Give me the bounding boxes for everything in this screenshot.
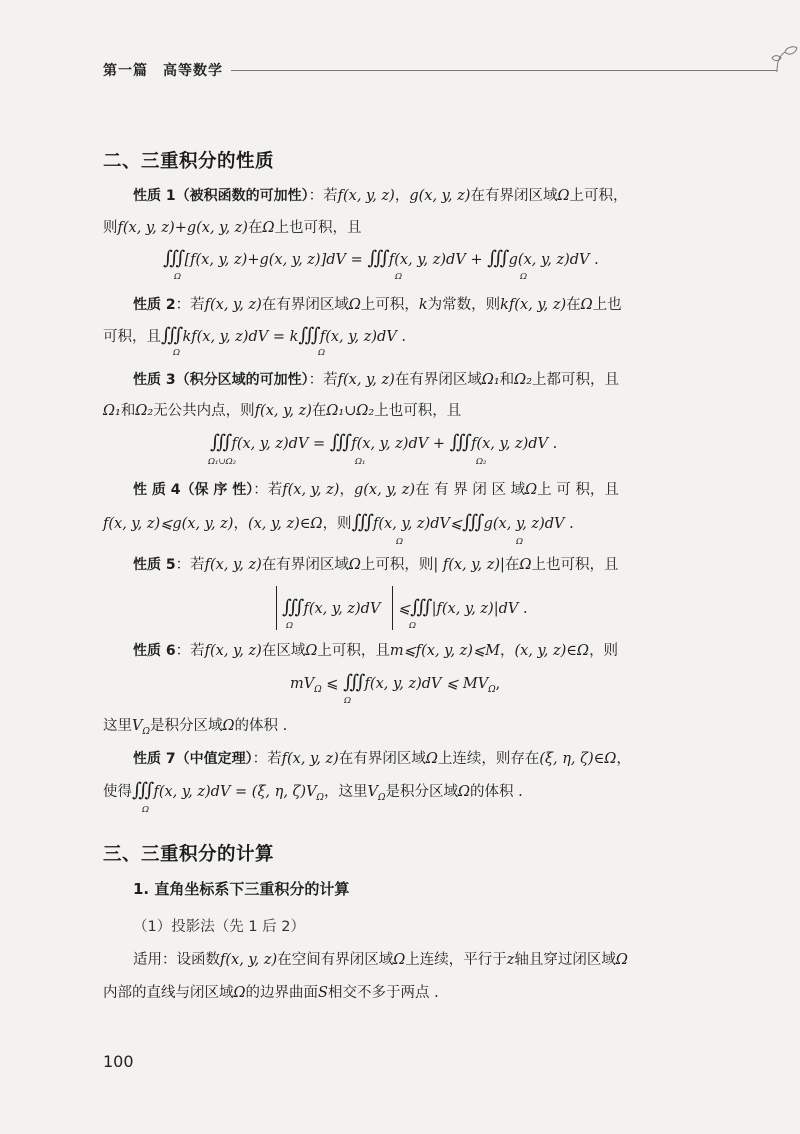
math-union: Ω₁∪Ω₂ — [326, 403, 375, 419]
math-sum: f(x, y, z)+g(x, y, z) — [117, 220, 248, 236]
subscript: Ω — [314, 684, 322, 695]
text: ， — [394, 188, 410, 204]
text: 上可积，且 — [317, 643, 390, 659]
text: 上 可 积，且 — [537, 482, 619, 498]
prop2-line2 — [103, 325, 406, 347]
math-omega: Ω — [519, 557, 532, 573]
text: 在有界闭区域 — [470, 188, 558, 204]
integral-subscript: Ω — [395, 272, 403, 282]
math-omega: Ω — [557, 188, 570, 204]
leaf-sprout-icon — [771, 44, 800, 74]
text: 在有界闭区域 — [261, 557, 349, 573]
math-omega: Ω — [233, 985, 246, 1001]
triple-integral-sign: ∭ — [163, 247, 181, 269]
formula-right: f(x, y, z)dV . — [471, 436, 558, 452]
text: 上也可积，且 — [274, 220, 362, 236]
prop3-line1 — [133, 370, 619, 390]
prop7-line2 — [103, 780, 523, 808]
text: ：若 — [308, 188, 338, 204]
integral-subscript: Ω — [174, 272, 182, 282]
triple-integral-sign: ∭ — [410, 596, 428, 618]
text: ，则 — [589, 643, 619, 659]
leq-sign: ⩽ — [398, 601, 411, 617]
formula-mean: f(x, y, z)dV = (ξ, η, ζ)V — [153, 784, 317, 800]
running-header — [103, 58, 703, 82]
math-f: f(x, y, z) — [282, 482, 340, 498]
formula-left: [f(x, y, z)+g(x, y, z)]dV = — [184, 252, 363, 268]
text: 在 — [311, 403, 327, 419]
integral-subscript: Ω₁∪Ω₂ — [208, 457, 237, 467]
math-ineq: f(x, y, z)⩽g(x, y, z) — [103, 516, 234, 532]
apply-line2 — [103, 983, 439, 1003]
integral-subscript: Ω — [344, 696, 352, 706]
prop2-label: 性质 2 — [133, 297, 176, 313]
integral-subscript: Ω — [173, 348, 181, 358]
prop5-label: 性质 5 — [133, 557, 176, 573]
math-point: (x, y, z)∈Ω — [247, 516, 323, 532]
text: ：若 — [252, 751, 282, 767]
text: 上连续，则存在 — [437, 751, 540, 767]
math-kf: kf(x, y, z) — [500, 297, 567, 313]
formula-right: f(x, y, z)dV . — [319, 329, 407, 345]
section-title-properties: 二、三重积分的性质 — [103, 151, 275, 172]
text: 为常数，则 — [427, 297, 501, 313]
integral-subscript: Ω — [409, 621, 417, 631]
math-g: g(x, y, z) — [353, 482, 416, 498]
text: 上可积， — [569, 188, 628, 204]
math-omega2: Ω₂ — [135, 403, 154, 419]
text: ：若 — [175, 557, 205, 573]
text: 轴且穿过闭区域 — [514, 952, 616, 968]
triple-integral-sign: ∭ — [210, 431, 228, 453]
math-f: f(x, y, z) — [337, 372, 395, 388]
triple-integral-sign: ∭ — [487, 247, 505, 269]
formula-mid: f(x, y, z)dV + — [388, 252, 483, 268]
formula-left: f(x, y, z)dV = — [231, 436, 326, 452]
text: ， — [339, 482, 354, 498]
integral-subscript: Ω — [142, 805, 150, 815]
math-omega: Ω — [457, 784, 470, 800]
triple-integral-sign: ∭ — [132, 779, 150, 801]
method-projection: （1）投影法（先 1 后 2） — [133, 919, 306, 935]
math-omega: Ω — [393, 952, 406, 968]
triple-integral-sign: ∭ — [282, 596, 300, 618]
text: 的体积 . — [470, 784, 523, 800]
subsection-cartesian: 1. 直角坐标系下三重积分的计算 — [133, 880, 350, 898]
text: 内部的直线与闭区域 — [103, 985, 234, 1001]
prop6-label: 性质 6 — [133, 643, 176, 659]
prop1-line1 — [133, 186, 627, 206]
text: 上也可积，且 — [374, 403, 462, 419]
prop3-label: 性质 3（积分区域的可加性） — [133, 372, 309, 388]
text: 适用：设函数 — [133, 952, 220, 968]
integral-subscript: Ω — [396, 537, 404, 547]
text: 在空间有界闭区域 — [277, 952, 394, 968]
text: 和 — [499, 372, 515, 388]
math-v: V — [367, 784, 378, 800]
text: ，这里 — [324, 784, 368, 800]
triple-integral-sign: ∭ — [298, 324, 316, 346]
text: , — [495, 676, 501, 692]
prop6-note — [103, 716, 287, 742]
math-point: (ξ, η, ζ)∈Ω — [539, 751, 617, 767]
formula-mid: f(x, y, z)dV ⩽ MV — [364, 676, 489, 692]
text: 无公共内点，则 — [153, 403, 255, 419]
text: ：若 — [175, 297, 205, 313]
triple-integral-sign: ∭ — [343, 671, 361, 693]
prop1-formula — [163, 248, 599, 270]
math-f: f(x, y, z) — [281, 751, 339, 767]
math-z: z — [506, 952, 515, 968]
math-omega1: Ω₁ — [481, 372, 500, 388]
triple-integral-sign: ∭ — [351, 511, 370, 533]
math-omega2: Ω₂ — [514, 372, 533, 388]
text: 可积，且 — [103, 329, 161, 345]
integral-subscript: Ω — [516, 537, 524, 547]
text: 在区域 — [261, 643, 306, 659]
math-s: S — [318, 985, 328, 1001]
prop6-formula — [290, 672, 500, 700]
math-omega1: Ω₁ — [103, 403, 121, 419]
text: 上也可积，且 — [531, 557, 619, 573]
math-k: k — [418, 297, 428, 313]
prop7-label: 性质 7（中值定理） — [133, 751, 253, 767]
text: 的体积 . — [234, 718, 288, 734]
math-g: g(x, y, z) — [409, 188, 471, 204]
text: ， — [233, 516, 248, 532]
abs-bar-right — [392, 586, 393, 630]
subscript: Ω — [378, 792, 386, 803]
math-omega: Ω — [525, 482, 538, 498]
math-omega: Ω — [580, 297, 593, 313]
text: 上也 — [592, 297, 622, 313]
text: ：若 — [175, 643, 205, 659]
integral-subscript: Ω₁ — [355, 457, 366, 467]
page-number: 100 — [103, 1052, 134, 1071]
triple-integral-sign: ∭ — [367, 247, 385, 269]
prop5-formula-right — [398, 597, 528, 619]
text: 使得 — [103, 784, 132, 800]
text: 在 — [504, 557, 520, 573]
formula-right: g(x, y, z)dV . — [483, 516, 574, 532]
math-point: (x, y, z)∈Ω — [514, 643, 590, 659]
prop3-formula — [210, 432, 557, 454]
triple-integral-sign: ∭ — [329, 431, 348, 453]
formula-left: f(x, y, z)dV — [303, 601, 381, 617]
text: 在 — [247, 220, 263, 236]
math-omega: Ω — [348, 297, 361, 313]
text: 上可积， — [360, 297, 419, 313]
text: 上可积，则 — [360, 557, 434, 573]
text: ，则 — [322, 516, 352, 532]
text: 这里 — [103, 718, 132, 734]
prop6-line1 — [133, 641, 618, 661]
prop5-line1 — [133, 555, 618, 575]
text: 上连续，平行于 — [405, 952, 507, 968]
math-omega: Ω — [305, 643, 318, 659]
subscript: Ω — [316, 792, 325, 803]
math-f: f(x, y, z) — [254, 403, 312, 419]
formula-left: f(x, y, z)dV⩽ — [373, 516, 463, 532]
formula-mid: f(x, y, z)dV + — [351, 436, 445, 452]
math-f: f(x, y, z) — [337, 188, 395, 204]
math-f: f(x, y, z) — [204, 643, 262, 659]
text: 是积分区域 — [149, 718, 223, 734]
formula-left: kf(x, y, z)dV = k — [182, 329, 299, 345]
math-omega: Ω — [615, 952, 628, 968]
math-f: f(x, y, z) — [204, 297, 262, 313]
text: 是积分区域 — [385, 784, 458, 800]
prop4-label: 性 质 4（保 序 性） — [133, 482, 254, 498]
text: 和 — [120, 403, 136, 419]
math-f: f(x, y, z) — [204, 557, 262, 573]
prop7-line1 — [133, 749, 631, 769]
math-abs: | f(x, y, z)| — [433, 557, 505, 573]
math-omega: Ω — [425, 751, 438, 767]
text: 在有界闭区域 — [394, 372, 482, 388]
text: 相交不多于两点 . — [327, 985, 439, 1001]
section-title-computation: 三、三重积分的计算 — [103, 844, 275, 865]
text: ， — [616, 751, 631, 767]
integral-subscript: Ω₂ — [476, 457, 487, 467]
formula-right: g(x, y, z)dV . — [508, 252, 599, 268]
integral-subscript: Ω — [286, 621, 294, 631]
triple-integral-sign: ∭ — [161, 324, 179, 346]
text: 的边界曲面 — [245, 985, 319, 1001]
text: ， — [499, 643, 515, 659]
formula-right: |f(x, y, z)|dV . — [431, 601, 528, 617]
math-ineq: m⩽f(x, y, z)⩽M — [389, 643, 500, 659]
prop1-line2 — [103, 218, 362, 238]
running-header-text: 第一篇 高等数学 — [103, 63, 223, 79]
math-v: V — [132, 718, 143, 734]
text: 在有界闭区域 — [261, 297, 349, 313]
text: 则 — [103, 220, 118, 236]
subscript: Ω — [142, 726, 150, 737]
text: ：若 — [253, 482, 283, 498]
math-f: f(x, y, z) — [220, 952, 278, 968]
text: 在有界闭区域 — [338, 751, 426, 767]
apply-line1 — [133, 950, 628, 970]
text: 上都可积，且 — [532, 372, 620, 388]
abs-bar-left — [276, 586, 277, 630]
subscript: Ω — [488, 684, 496, 695]
integral-subscript: Ω — [318, 348, 326, 358]
text: 在 有 界 闭 区 域 — [415, 482, 526, 498]
prop5-formula-left — [282, 597, 380, 619]
prop1-label: 性质 1（被积函数的可加性） — [133, 188, 309, 204]
text: ：若 — [308, 372, 338, 388]
math-omega: Ω — [348, 557, 361, 573]
prop3-line2 — [103, 401, 461, 421]
prop2-line1 — [133, 295, 622, 315]
triple-integral-sign: ∭ — [462, 511, 480, 533]
triple-integral-sign: ∭ — [449, 431, 468, 453]
math-omega: Ω — [262, 220, 275, 236]
formula-mv: mV — [290, 676, 315, 692]
prop4-line1 — [133, 480, 619, 500]
leq-sign: ⩽ — [321, 676, 339, 692]
integral-subscript: Ω — [520, 272, 528, 282]
prop4-line2 — [103, 512, 574, 534]
math-omega: Ω — [222, 718, 235, 734]
text: 在 — [566, 297, 581, 313]
header-rule — [231, 70, 777, 71]
